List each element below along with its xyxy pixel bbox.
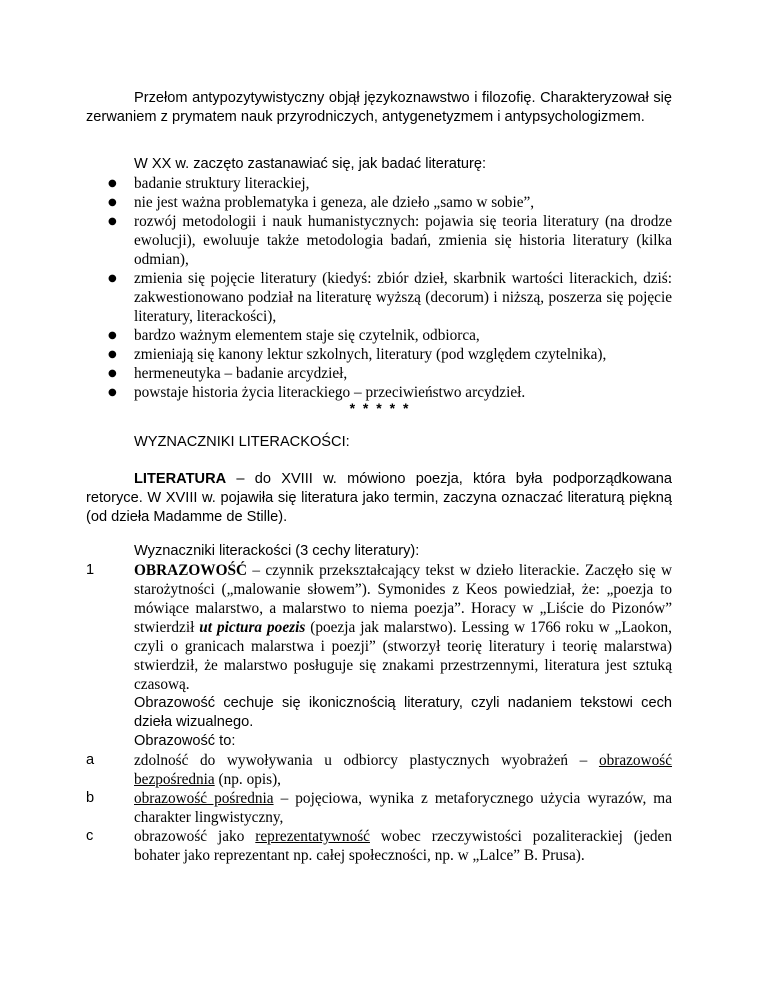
list-item: ● zmienia się pojęcie literatury (kiedyś: zbiór dzieł, skarbnik wartości literackich, dziś: zakwestionowano podział na literaturę wyższą (decorum) i niższą, poszerza się pojęcie literatury, literackości),	[86, 269, 672, 326]
feature-text-continued: (poezja jak malarstwo). Lessing w 1766 roku w „Laokon, czyli o granicach malarstwa i poezji” (stworzył teorię literatury i teorię malarstwa) stwierdził, że malarstwo posługuje się znakami przestrzennymi, literatura jest sztuką czasową.	[134, 619, 672, 693]
feature-term: OBRAZOWOŚĆ	[134, 562, 248, 579]
list-item: ● rozwój metodologii i nauk humanistycznych: pojawia się teoria literatury (na drodze ewolucji), ewoluuje także metodologia badań, zmienia się historia literatury (kilka odmian),	[86, 212, 672, 269]
sub-item-marker: c	[86, 828, 94, 844]
sub-item-text: obrazowość jako	[134, 828, 256, 845]
sub-item-text: zdolność do wywoływania u odbiorcy plastycznych wyobrażeń –	[134, 752, 599, 769]
intro-paragraph: Przełom antypozytywistyczny objął językoznawstwo i filozofię. Charakteryzował się zerwaniem z prymatem nauk przyrodniczych, antygenetyzmem i antypsychologizmem.	[86, 90, 672, 125]
underlined-term: obrazowość bezpośrednia	[134, 752, 672, 788]
sub-item-a	[86, 751, 672, 789]
list-item: ● powstaje historia życia literackiego – przeciwieństwo arcydzieł.	[86, 383, 672, 402]
section-separator: * * * * *	[349, 400, 411, 416]
sub-item-text: – pojęciowa, wynika z metaforycznego użycia wyrazów, ma charakter lingwistyczny,	[134, 790, 672, 826]
literature-text: – do XVIII w. mówiono poezja, która była podporządkowana retoryce. W XVIII w. pojawiła się literatura jako termin, zaczyna oznaczać literaturą piękną (od dzieła Madamme de Stille).	[86, 471, 672, 525]
list-item: ● hermeneutyka – badanie arcydzieł,	[86, 364, 672, 383]
features-intro: Wyznaczniki literackości (3 cechy literatury):	[134, 543, 420, 559]
latin-phrase: ut pictura poezis	[199, 619, 306, 636]
feature-text: – czynnik przekształcający tekst w dzieło literackie. Zaczęło się w starożytności („malowanie słowem”). Symonides z Keos powiedział, że: „poezja to mówiące malarstwo, a malarstwo to niema poezja”. Horacy w „Liście do Pizonów” stwierdził	[134, 562, 672, 636]
sub-item-marker: b	[86, 790, 95, 806]
sub-item-b	[86, 789, 672, 827]
list-item: ● bardzo ważnym elementem staje się czytelnik, odbiorca,	[86, 326, 672, 345]
question-paragraph: W XX w. zaczęto zastanawiać się, jak badać literaturę:	[134, 156, 487, 172]
underlined-term: reprezentatywność	[255, 828, 370, 845]
imagery-intro: Obrazowość to:	[134, 733, 236, 749]
features-list	[86, 561, 672, 865]
list-item: ● badanie struktury literackiej,	[86, 174, 672, 193]
list-item: ● zmieniają się kanony lektur szkolnych, literatury (pod względem czytelnika),	[86, 345, 672, 364]
underlined-term: obrazowość pośrednia	[134, 790, 274, 807]
sub-item-c	[86, 827, 672, 865]
feature-item-1	[86, 561, 672, 694]
literature-paragraph	[86, 470, 672, 527]
methodology-list	[86, 174, 672, 402]
section-heading: WYZNACZNIKI LITERACKOŚCI:	[134, 434, 350, 450]
sub-item-text-end: (np. opis),	[214, 771, 281, 788]
item-number: 1	[86, 562, 95, 578]
sub-item-marker: a	[86, 752, 95, 768]
sub-item-text-end: wobec rzeczywistości pozaliterackiej (jeden bohater jako reprezentant np. całej społeczności, np. w „Lalce” B. Prusa).	[134, 828, 672, 864]
literature-term: LITERATURA	[134, 471, 227, 487]
iconicity-paragraph: Obrazowość cechuje się ikonicznością literatury, czyli nadaniem tekstowi cech dzieła wizualnego.	[134, 695, 672, 730]
list-item: ● nie jest ważna problematyka i geneza, ale dzieło „samo w sobie”,	[86, 193, 672, 212]
